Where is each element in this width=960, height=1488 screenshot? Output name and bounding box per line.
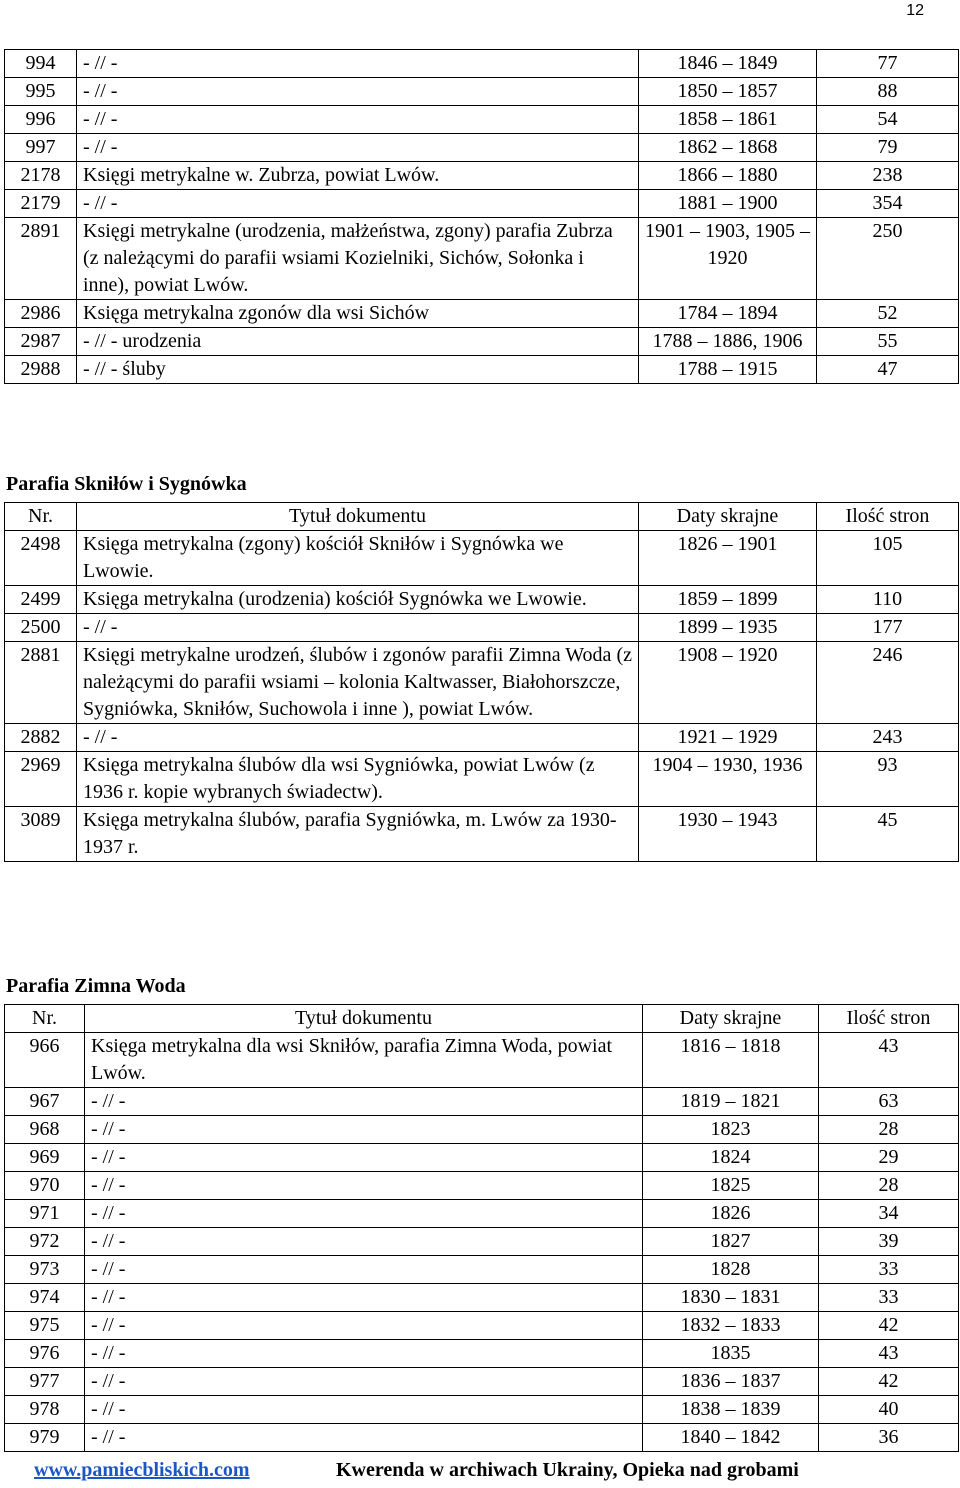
table-row [5,190,959,218]
cell-pages: 28 [819,1172,959,1200]
cell-title: - // - [85,1312,643,1340]
cell-title: - // - [77,134,639,162]
table-row [5,586,959,614]
table-row [5,1312,959,1340]
cell-pages: 52 [817,300,959,328]
cell-title: - // - śluby [77,356,639,384]
table-row [5,1228,959,1256]
cell-title: - // - [85,1396,643,1424]
cell-title: - // - [85,1200,643,1228]
cell-nr: 971 [5,1200,85,1228]
table-row [5,106,959,134]
cell-nr: 2986 [5,300,77,328]
cell-dates: 1826 [643,1200,819,1228]
table-row [5,1340,959,1368]
table-header-row [5,503,959,531]
cell-nr: 2881 [5,642,77,724]
cell-pages: 54 [817,106,959,134]
section-heading-sknilow: Parafia Skniłów i Sygnówka [6,473,247,495]
header-nr: Nr. [5,1005,85,1033]
cell-pages: 354 [817,190,959,218]
cell-dates: 1788 – 1915 [639,356,817,384]
cell-pages: 79 [817,134,959,162]
table-row [5,1396,959,1424]
cell-title: - // - [77,724,639,752]
table-row [5,218,959,300]
cell-nr: 968 [5,1116,85,1144]
cell-nr: 973 [5,1256,85,1284]
cell-title: Księga metrykalna ślubów, parafia Sygniówka, m. Lwów za 1930-1937 r. [77,807,639,862]
header-pages: Ilość stron [817,503,959,531]
cell-nr: 970 [5,1172,85,1200]
cell-nr: 966 [5,1033,85,1088]
cell-pages: 55 [817,328,959,356]
cell-dates: 1830 – 1831 [643,1284,819,1312]
cell-nr: 997 [5,134,77,162]
cell-pages: 42 [819,1368,959,1396]
cell-dates: 1784 – 1894 [639,300,817,328]
cell-pages: 63 [819,1088,959,1116]
table-row [5,1256,959,1284]
table-header-row [5,1005,959,1033]
table-row [5,78,959,106]
header-dates: Daty skrajne [643,1005,819,1033]
cell-pages: 40 [819,1396,959,1424]
table-row [5,614,959,642]
cell-pages: 246 [817,642,959,724]
table-row [5,1116,959,1144]
table-row [5,356,959,384]
cell-title: - // - [77,50,639,78]
table-row [5,1088,959,1116]
cell-title: Księgi metrykalne (urodzenia, małżeństwa, zgony) parafia Zubrza (z należącymi do parafii wsiami Kozielniki, Sichów, Sołonka i inne), powiat Lwów. [77,218,639,300]
cell-pages: 33 [819,1284,959,1312]
cell-pages: 110 [817,586,959,614]
table-row [5,1033,959,1088]
cell-pages: 250 [817,218,959,300]
cell-title: Księga metrykalna (urodzenia) kościół Sygnówka we Lwowie. [77,586,639,614]
cell-dates: 1921 – 1929 [639,724,817,752]
cell-title: Księgi metrykalne w. Zubrza, powiat Lwów. [77,162,639,190]
header-title: Tytuł dokumentu [77,503,639,531]
cell-title: Księga metrykalna ślubów dla wsi Sygniówka, powiat Lwów (z 1936 r. kopie wybranych świadectw). [77,752,639,807]
cell-dates: 1823 [643,1116,819,1144]
cell-title: Księga metrykalna dla wsi Skniłów, parafia Zimna Woda, powiat Lwów. [85,1033,643,1088]
cell-nr: 994 [5,50,77,78]
cell-title: - // - urodzenia [77,328,639,356]
cell-pages: 47 [817,356,959,384]
footer-website-link[interactable]: www.pamiecbliskich.com [34,1459,250,1481]
cell-dates: 1819 – 1821 [643,1088,819,1116]
cell-dates: 1862 – 1868 [639,134,817,162]
cell-nr: 2891 [5,218,77,300]
cell-dates: 1828 [643,1256,819,1284]
cell-pages: 36 [819,1424,959,1452]
cell-pages: 88 [817,78,959,106]
cell-nr: 976 [5,1340,85,1368]
cell-title: - // - [85,1256,643,1284]
cell-dates: 1901 – 1903, 1905 – 1920 [639,218,817,300]
cell-pages: 34 [819,1200,959,1228]
cell-title: Księga metrykalna (zgony) kościół Skniłów i Sygnówka we Lwowie. [77,531,639,586]
cell-dates: 1832 – 1833 [643,1312,819,1340]
cell-dates: 1899 – 1935 [639,614,817,642]
cell-dates: 1930 – 1943 [639,807,817,862]
cell-dates: 1859 – 1899 [639,586,817,614]
cell-dates: 1840 – 1842 [643,1424,819,1452]
footer-text: Kwerenda w archiwach Ukrainy, Opieka nad grobami [336,1459,799,1481]
cell-dates: 1850 – 1857 [639,78,817,106]
cell-pages: 42 [819,1312,959,1340]
cell-pages: 43 [819,1033,959,1088]
cell-title: - // - [85,1368,643,1396]
cell-nr: 2882 [5,724,77,752]
cell-title: Księga metrykalna zgonów dla wsi Sichów [77,300,639,328]
cell-dates: 1827 [643,1228,819,1256]
cell-title: - // - [85,1284,643,1312]
table-row [5,642,959,724]
table-row [5,50,959,78]
table-row [5,328,959,356]
cell-nr: 979 [5,1424,85,1452]
records-table-zimna-woda [4,1004,959,1452]
header-nr: Nr. [5,503,77,531]
cell-nr: 2498 [5,531,77,586]
cell-title: - // - [77,614,639,642]
records-table-sknilow [4,502,959,862]
cell-nr: 975 [5,1312,85,1340]
cell-dates: 1825 [643,1172,819,1200]
cell-title: - // - [85,1144,643,1172]
cell-pages: 28 [819,1116,959,1144]
table-row [5,300,959,328]
cell-dates: 1835 [643,1340,819,1368]
cell-pages: 33 [819,1256,959,1284]
cell-nr: 977 [5,1368,85,1396]
table-row [5,1200,959,1228]
section-heading-zimna-woda: Parafia Zimna Woda [6,975,186,997]
cell-pages: 105 [817,531,959,586]
page-number: 12 [906,2,924,19]
table-row [5,531,959,586]
header-dates: Daty skrajne [639,503,817,531]
cell-dates: 1866 – 1880 [639,162,817,190]
cell-dates: 1816 – 1818 [643,1033,819,1088]
table-row [5,1424,959,1452]
cell-dates: 1826 – 1901 [639,531,817,586]
cell-nr: 969 [5,1144,85,1172]
cell-dates: 1824 [643,1144,819,1172]
cell-nr: 2179 [5,190,77,218]
cell-nr: 2969 [5,752,77,807]
cell-title: - // - [85,1228,643,1256]
cell-title: - // - [85,1116,643,1144]
cell-title: - // - [77,106,639,134]
cell-dates: 1838 – 1839 [643,1396,819,1424]
cell-dates: 1858 – 1861 [639,106,817,134]
cell-nr: 3089 [5,807,77,862]
table-row [5,752,959,807]
cell-pages: 243 [817,724,959,752]
table-row [5,807,959,862]
cell-nr: 2178 [5,162,77,190]
cell-dates: 1904 – 1930, 1936 [639,752,817,807]
header-title: Tytuł dokumentu [85,1005,643,1033]
cell-nr: 972 [5,1228,85,1256]
table-row [5,162,959,190]
cell-nr: 2988 [5,356,77,384]
cell-dates: 1836 – 1837 [643,1368,819,1396]
table-row [5,1172,959,1200]
cell-dates: 1846 – 1849 [639,50,817,78]
cell-title: - // - [77,78,639,106]
table-row [5,1368,959,1396]
cell-pages: 177 [817,614,959,642]
cell-title: - // - [85,1172,643,1200]
cell-title: - // - [85,1424,643,1452]
cell-nr: 967 [5,1088,85,1116]
cell-pages: 93 [817,752,959,807]
cell-pages: 29 [819,1144,959,1172]
cell-pages: 45 [817,807,959,862]
cell-dates: 1908 – 1920 [639,642,817,724]
table-row [5,1284,959,1312]
table-row [5,724,959,752]
cell-nr: 978 [5,1396,85,1424]
table-row [5,134,959,162]
cell-nr: 2499 [5,586,77,614]
cell-title: - // - [85,1088,643,1116]
records-table-continued [4,49,959,384]
cell-title: Księgi metrykalne urodzeń, ślubów i zgonów parafii Zimna Woda (z należącymi do parafii wsiami – kolonia Kaltwasser, Białohorszcze, Sygniówka, Skniłów, Suchowola i inne ), powiat Lwów. [77,642,639,724]
cell-pages: 43 [819,1340,959,1368]
cell-dates: 1788 – 1886, 1906 [639,328,817,356]
cell-pages: 39 [819,1228,959,1256]
header-pages: Ilość stron [819,1005,959,1033]
cell-title: - // - [85,1340,643,1368]
cell-pages: 238 [817,162,959,190]
cell-nr: 2987 [5,328,77,356]
table-row [5,1144,959,1172]
cell-nr: 995 [5,78,77,106]
cell-nr: 974 [5,1284,85,1312]
cell-pages: 77 [817,50,959,78]
cell-nr: 996 [5,106,77,134]
cell-title: - // - [77,190,639,218]
cell-nr: 2500 [5,614,77,642]
cell-dates: 1881 – 1900 [639,190,817,218]
